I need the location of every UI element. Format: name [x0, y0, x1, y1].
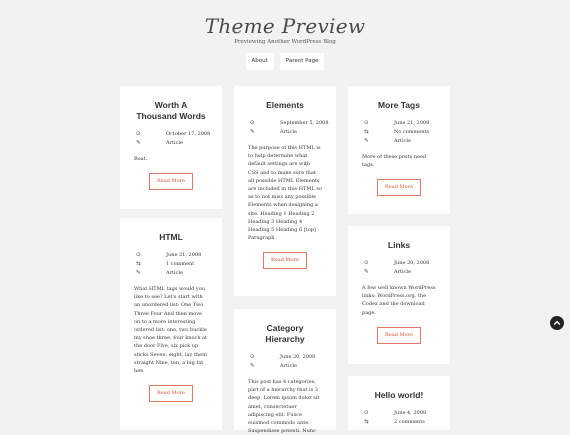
post-card-category-hierarchy: [234, 309, 336, 435]
post-category-link[interactable]: Article: [166, 270, 183, 276]
post-excerpt: This post has 4 categories, part of a hierarchy that is 3 deep. Lorem ipsum dolor sit amet, consectetuer adipiscing elit. Fusce euismod commodo ante. Suspendisse potenti. Nunc: [248, 379, 320, 435]
post-date-text[interactable]: June 21, 2008: [166, 252, 202, 258]
post-category: [134, 269, 208, 278]
read-more-button[interactable]: Read More: [149, 385, 193, 402]
comment-icon: ⇆: [136, 261, 141, 267]
post-title[interactable]: Hello world!: [374, 390, 424, 400]
post-title[interactable]: Links: [387, 240, 411, 250]
read-more-button[interactable]: Read More: [377, 327, 421, 344]
post-date-text[interactable]: June 21, 2008: [394, 120, 430, 126]
comment-icon: ⇆: [364, 419, 369, 425]
read-more-button[interactable]: Read More: [149, 173, 193, 190]
edit-icon: ✎: [364, 269, 369, 275]
post-category-link[interactable]: Article: [280, 363, 297, 369]
read-more-button[interactable]: Read More: [377, 179, 421, 196]
post-category-link[interactable]: Article: [166, 140, 183, 146]
site-header: [0, 14, 570, 45]
post-title[interactable]: More Tags: [378, 100, 420, 110]
post-comments: [134, 260, 208, 269]
post-date: [248, 353, 322, 362]
read-more-button[interactable]: Read More: [263, 252, 307, 269]
post-category: [362, 268, 436, 277]
post-category-link[interactable]: Article: [394, 269, 411, 275]
post-date: [134, 251, 208, 260]
main-navigation: [0, 53, 570, 70]
post-date-text[interactable]: June 20, 2008: [280, 354, 316, 360]
post-excerpt: A few well known WordPress links: WordPress.org, the Codex and the download page.: [362, 285, 436, 316]
post-excerpt: More of these posts need tags.: [362, 154, 427, 169]
post-comments-link[interactable]: 2 comments: [394, 419, 425, 425]
edit-icon: ✎: [250, 129, 255, 135]
post-comments: [362, 128, 436, 137]
clock-icon: ⊙: [364, 260, 369, 266]
clock-icon: ⊙: [250, 120, 255, 126]
post-category-link[interactable]: Article: [280, 129, 297, 135]
site-title[interactable]: Theme Preview: [204, 14, 366, 38]
clock-icon: ⊙: [364, 410, 369, 416]
edit-icon: ✎: [136, 270, 141, 276]
nav-item-parent-page[interactable]: Parent Page: [280, 53, 325, 70]
clock-icon: ⊙: [136, 131, 141, 137]
post-card-worth-a-thousand-words: [120, 86, 222, 209]
post-card-html: [120, 218, 222, 430]
post-card-hello-world: [348, 376, 450, 430]
clock-icon: ⊙: [136, 252, 141, 258]
post-comments: [362, 418, 436, 427]
post-date: [248, 119, 329, 128]
post-title[interactable]: HTML: [159, 232, 183, 242]
post-title[interactable]: Elements: [266, 100, 304, 110]
post-excerpt: What HTML tags would you like to see? Let's start with an unordered list: One Two Three Four And then move on to a more interesting ordered list: one, two buckle my shoe three, four knock at the door Five, six pick up sticks Seven, eight, lay them straight Nine, ten, a big fat hen: [134, 286, 207, 375]
post-category: [248, 362, 322, 371]
clock-icon: ⊙: [364, 120, 369, 126]
post-card-elements: [234, 86, 336, 296]
post-category: [134, 139, 208, 148]
post-card-more-tags: [348, 86, 450, 214]
post-comments-link[interactable]: No comments: [394, 129, 430, 135]
post-excerpt: Boat.: [134, 156, 148, 162]
post-category: [362, 137, 436, 146]
post-date: [362, 119, 436, 128]
post-date-text[interactable]: September 5, 2008: [280, 120, 329, 126]
site-description: Previewing Another WordPress Blog: [234, 39, 336, 45]
post-title[interactable]: Category Hierarchy: [265, 323, 305, 344]
nav-item-about[interactable]: About: [246, 53, 274, 70]
edit-icon: ✎: [250, 363, 255, 369]
post-date: [134, 130, 211, 139]
comment-icon: ⇆: [364, 129, 369, 135]
post-date-text[interactable]: June 4, 2008: [394, 410, 427, 416]
edit-icon: ✎: [136, 140, 141, 146]
post-category-link[interactable]: Article: [394, 138, 411, 144]
post-excerpt: The purpose of this HTML is to help determine what default settings are with CSS and to make sure that all possible HTML Elements are included in this HTML so as to not miss any possible Elements when designing a site. Heading 1 Heading 2 Heading 3 Heading 4 Heading 5 Heading 6 [top] Paragraph: [248, 145, 323, 242]
post-date-text[interactable]: June 20, 2008: [394, 260, 430, 266]
post-date: [362, 409, 436, 418]
edit-icon: ✎: [364, 138, 369, 144]
post-comments-link[interactable]: 1 comment: [166, 261, 195, 267]
post-card-links: [348, 226, 450, 364]
chevron-up-icon[interactable]: [550, 316, 564, 330]
post-date: [362, 259, 436, 268]
clock-icon: ⊙: [250, 354, 255, 360]
post-date-text[interactable]: October 17, 2008: [166, 131, 211, 137]
post-title[interactable]: Worth A Thousand Words: [136, 100, 206, 121]
post-category: [248, 128, 322, 137]
